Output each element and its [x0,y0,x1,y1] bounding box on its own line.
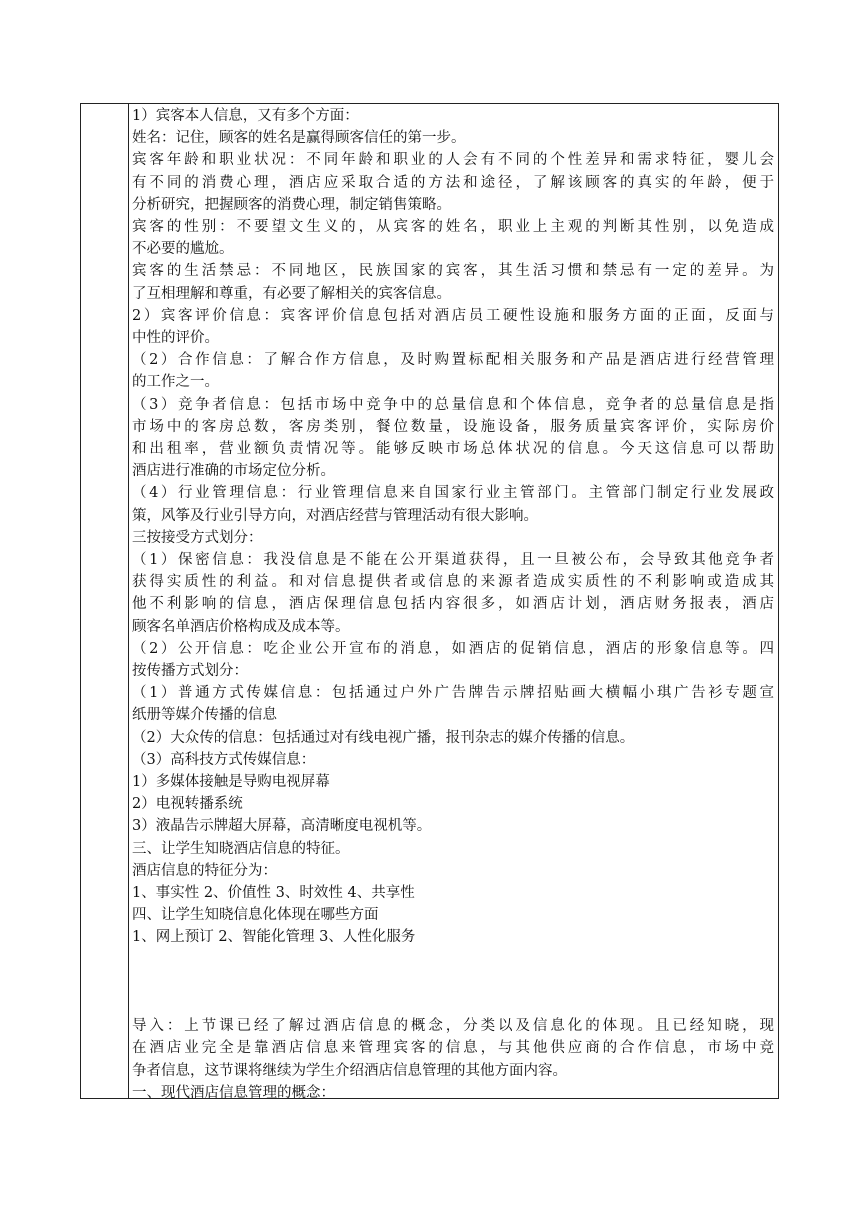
text-line: 他不利影响的信息，酒店保理信息包括内容很多，如酒店计划，酒店财务报表，酒店 [132,596,774,613]
table-content-cell [129,104,778,1101]
text-line: （4）行业管理信息：行业管理信息来自国家行业主管部门。主管部门制定行业发展政 [132,485,774,502]
text-line: 导入：上节课已经了解过酒店信息的概念，分类以及信息化的体现。且已经知晓，现 [132,1018,774,1035]
text-line: 分析研究，把握顾客的消费心理，制定销售策略。 [132,196,451,213]
text-line: 三按接受方式划分： [132,529,263,546]
text-line: 在酒店业完全是靠酒店信息来管理宾客的信息，与其他供应商的合作信息，市场中竞 [132,1040,774,1057]
text-line: 1、网上预订 2、智能化管理 3、人性化服务 [132,929,416,946]
text-line: 中性的评价。 [132,330,219,346]
text-line [129,993,778,1015]
text-line: （2）公开信息：吃企业公开宣布的消息，如酒店的促销信息，酒店的形象信息等。四 [132,640,774,657]
text-line: （1）保密信息：我没信息是不能在公开渠道获得，且一旦被公布，会导致其他竞争者 [132,552,774,568]
text-line: （2）合作信息：了解合作方信息，及时购置标配相关服务和产品是酒店进行经营管理 [132,352,774,369]
text-line: 争者信息，这节课将继续为学生介绍酒店信息管理的其他方面内容。 [132,1062,567,1079]
text-line: 了互相理解和尊重，有必要了解相关的宾客信息。 [132,285,451,302]
text-line: 宾客的性别：不要望文生义的，从宾客的姓名，职业上主观的判断其性别，以免造成 [132,219,774,235]
text-line: 获得实质性的利益。和对信息提供者或信息的来源者造成实质性的不利影响或造成其 [132,574,774,591]
document-table [80,103,779,1099]
text-line: 有不同的消费心理，酒店应采取合适的方法和途径，了解该顾客的真实的年龄，便于 [132,174,774,191]
text-line: （2）大众传的信息：包括通过对有线电视广播，报刊杂志的媒介传播的信息。 [132,729,635,746]
text-line: 顾客名单酒店价格构成及成本等。 [132,618,350,635]
text-line: 策，风筝及行业引导方向，对酒店经营与管理活动有很大影响。 [132,507,538,524]
text-line: 3）液晶告示牌超大屏幕，高清晰度电视机等。 [132,818,432,835]
text-line: 三、让学生知晓酒店信息的特征。 [132,840,350,857]
text-line: 酒店信息的特征分为： [132,862,277,879]
text-line: 1）多媒体接触是导购电视屏幕 [132,774,330,790]
text-line: 1、事实性 2、价值性 3、时效性 4、共享性 [132,885,415,901]
text-line: 纸册等媒介传播的信息 [132,707,277,724]
text-line: 按传播方式划分： [132,663,248,679]
text-line: （1）普通方式传媒信息：包括通过户外广告牌告示牌招贴画大横幅小琪广告衫专题宣 [132,685,774,702]
text-line: 2）电视转播系统 [132,796,243,813]
text-line: 宾客的生活禁忌：不同地区，民族国家的宾客，其生活习惯和禁忌有一定的差异。为 [132,263,774,280]
text-line: 2）宾客评价信息：宾客评价信息包括对酒店员工硬性设施和服务方面的正面，反面与 [132,307,774,324]
text-line: 和出租率，营业额负责情况等。能够反映市场总体状况的信息。今天这信息可以帮助 [132,441,774,457]
text-line: 不必要的尴尬。 [132,241,234,258]
text-line: 四、让学生知晓信息化体现在哪些方面 [132,907,379,924]
text-line [129,971,778,993]
text-line: （3）高科技方式传媒信息： [132,751,316,768]
text-line: （3）竞争者信息：包括市场中竞争中的总量信息和个体信息，竞争者的总量信息是指 [132,396,774,413]
text-line: 宾客年龄和职业状况：不同年龄和职业的人会有不同的个性差异和需求特征，婴儿会 [132,152,774,169]
text-line: 一、现代酒店信息管理的概念： [132,1084,335,1101]
text-line: 酒店进行准确的市场定位分析。 [132,463,335,480]
text-line [129,949,778,971]
table-left-column [81,104,129,1098]
text-line: 1）宾客本人信息，又有多个方面： [132,108,359,124]
text-line: 姓名：记住，顾客的姓名是赢得顾客信任的第一步。 [132,130,466,147]
text-line: 的工作之一。 [132,374,219,391]
text-line: 市场中的客房总数，客房类别，餐位数量，设施设备，服务质量宾客评价，实际房价 [132,418,774,435]
